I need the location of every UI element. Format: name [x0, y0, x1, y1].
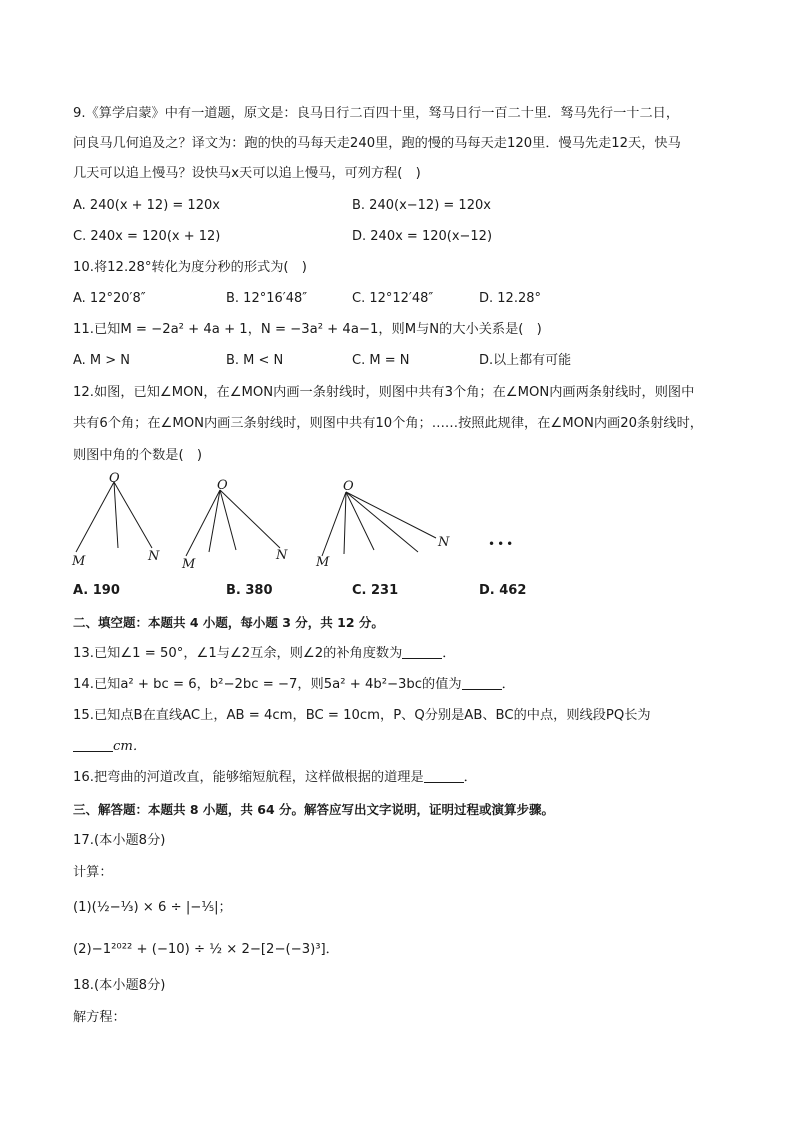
q12-figure [60, 470, 620, 570]
fig3-ray-2 [346, 492, 374, 550]
q15-line2 [73, 738, 146, 756]
q11-option-b: B. M < N [226, 353, 284, 368]
fig2-ray-on [220, 490, 280, 548]
fig2-ray-2 [220, 490, 236, 550]
q12-option-d: D. 462 [479, 583, 527, 598]
q11-option-c: C. M = N [352, 353, 410, 368]
q12-option-c: C. 231 [352, 583, 399, 598]
q13-text: 13.已知∠1 = 50°，∠1与∠2互余，则∠2的补角度数为 [73, 646, 403, 661]
fig3-label-n: N [438, 535, 450, 550]
fig3-ray-on [346, 492, 436, 538]
fig2-label-n: N [276, 548, 288, 563]
q10-stem: 10.将12.28°转化为度分秒的形式为( ) [73, 260, 307, 275]
q15-line1: 15.已知点B在直线AC上，AB = 4cm，BC = 10cm，P、Q分别是AB、BC的中点，则线段PQ长为 [73, 708, 651, 723]
fig3-ray-om [322, 492, 346, 556]
q18-intro: 解方程： [73, 1010, 126, 1025]
q9-option-b: B. 240(x−12) = 120x [352, 198, 491, 213]
fig3-label-m: M [316, 555, 330, 570]
fig3-ray-1 [344, 492, 346, 554]
q11-option-d: D.以上都有可能 [479, 353, 572, 368]
q9-option-a: A. 240(x + 12) = 120x [73, 198, 220, 213]
q18-heading: 18.(本小题8分) [73, 978, 166, 993]
q12-stem-line3: 则图中角的个数是( ) [73, 448, 202, 463]
q16-end: ． [463, 770, 477, 785]
q10-option-c: C. 12°12′48″ [352, 291, 434, 306]
q16-answer-blank [424, 770, 464, 783]
q16-text: 16.把弯曲的河道改直，能够缩短航程，这样做根据的道理是 [73, 770, 424, 785]
q13 [73, 645, 455, 663]
q17-part1: (1)(½−⅓) × 6 ÷ |−⅕|； [73, 900, 232, 915]
q9-option-d: D. 240x = 120(x−12) [352, 229, 493, 244]
q14-answer-blank [462, 677, 502, 690]
q9-stem-line3: 几天可以追上慢马？设快马x天可以追上慢马，可列方程( ) [73, 166, 421, 181]
q15-answer-blank [73, 739, 113, 752]
q9-stem-line1: 9.《算学启蒙》中有一道题，原文是：良马日行二百四十里，驽马日行一百二十里．驽马先行一十二日， [73, 106, 680, 121]
q15-unit: cm． [113, 739, 147, 754]
q17-intro: 计算： [73, 865, 113, 880]
q13-end: ． [442, 646, 456, 661]
q10-option-a: A. 12°20′8″ [73, 291, 146, 306]
section-fill-in-heading: 二、填空题：本题共 4 小题，每小题 3 分，共 12 分。 [73, 615, 384, 630]
fig1-label-n: N [148, 549, 160, 564]
fig2-label-m: M [182, 557, 196, 570]
q13-answer-blank [402, 646, 442, 659]
q16 [73, 769, 477, 787]
fig1-label-m: M [72, 554, 86, 569]
q9-stem-line2: 问良马几何追及之？译文为：跑的快的马每天走240里，跑的慢的马每天走120里．慢马先走12天，快马 [73, 136, 681, 151]
fig2-label-o: O [217, 478, 228, 493]
q11-option-a: A. M > N [73, 353, 131, 368]
fig3-ray-3 [346, 492, 418, 552]
q14 [73, 676, 515, 694]
section-solve-heading: 三、解答题：本题共 8 小题，共 64 分。解答应写出文字说明，证明过程或演算步骤。 [73, 802, 555, 817]
q14-text: 14.已知a² + bc = 6，b²−2bc = −7，则5a² + 4b²−3bc的值为 [73, 677, 462, 692]
fig3-label-o: O [343, 479, 354, 494]
q14-end: ． [501, 677, 515, 692]
fig1-ray-on [114, 482, 152, 548]
fig1-ray-om [76, 482, 114, 552]
q12-stem-line2: 共有6个角；在∠MON内画三条射线时，则图中共有10个角；……按照此规律，在∠MON内画20条射线时， [73, 416, 703, 431]
fig1-ray-mid [114, 482, 118, 548]
fig2-ray-1 [209, 490, 220, 552]
q11-stem: 11.已知M = −2a² + 4a + 1，N = −3a² + 4a−1，则M与N的大小关系是( ) [73, 322, 542, 337]
fig1-label-o: O [109, 471, 120, 486]
ellipsis-dots: ••• [488, 537, 516, 551]
q9-option-c: C. 240x = 120(x + 12) [73, 229, 221, 244]
q17-part2: (2)−1²⁰²² + (−10) ÷ ½ × 2−[2−(−3)³]． [73, 942, 339, 957]
q12-option-a: A. 190 [73, 583, 120, 598]
q10-option-b: B. 12°16′48″ [226, 291, 308, 306]
q12-option-b: B. 380 [226, 583, 273, 598]
fig2-ray-om [186, 490, 220, 556]
q17-heading: 17.(本小题8分) [73, 833, 166, 848]
q10-option-d: D. 12.28° [479, 291, 541, 306]
q12-stem-line1: 12.如图，已知∠MON，在∠MON内画一条射线时，则图中共有3个角；在∠MON内画两条射线时，则图中 [73, 385, 695, 400]
